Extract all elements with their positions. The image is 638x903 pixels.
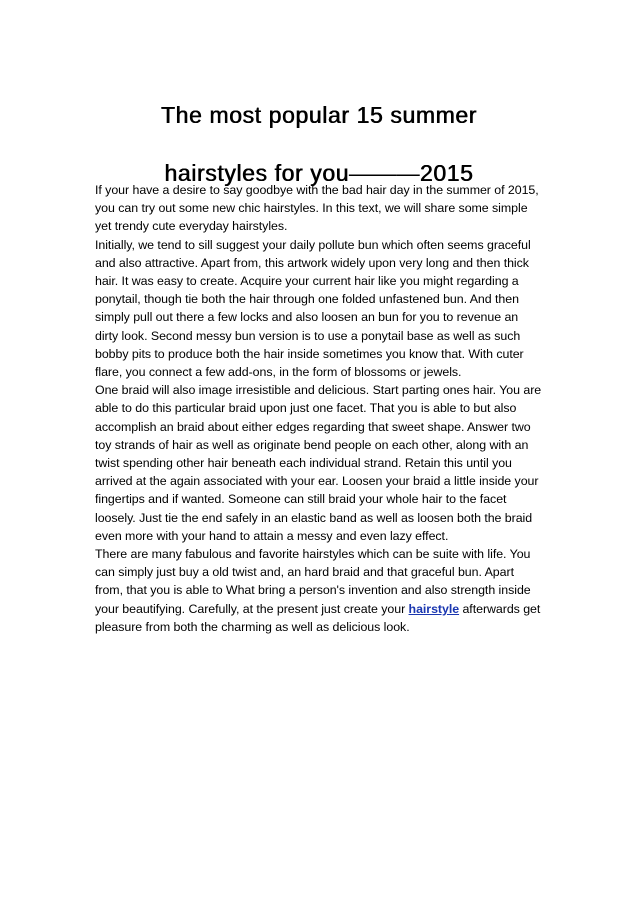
- conclusion-text-before-link: There are many fabulous and favorite hairstyles which can be suite with life. You can simply just buy a old twist and, an hard braid and that graceful bun. Apart from, that you is able to What bring a person's invention and also strength inside your beautifying. Carefully, at the present just create your: [95, 547, 531, 616]
- paragraph-intro: If your have a desire to say goodbye with the bad hair day in the summer of 2015, you can try out some new chic hairstyles. In this text, we will share some simple yet trendy cute everyday hairstyles.: [95, 183, 539, 234]
- paragraph-braid: One braid will also image irresistible and delicious. Start parting ones hair. You are able to do this particular braid upon just one facet. That you is able to but also accomplish an braid about either edges regarding that sweet shape. Answer two toy strands of hair as well as originate bend people on each other, along with an twist spending other hair beneath each individual strand. Retain this until you arrived at the again associated with your ear. Loosen your braid a little inside your fingertips and if wanted. Someone can still braid your whole hair to the facet loosely. Just tie the end safely in an elastic band as well as loosen both the braid even more with your hand to attain a messy and even lazy effect.: [95, 383, 542, 543]
- conclusion-text-after-link: afterwards get pleasure from both the charming as well as delicious look.: [95, 601, 541, 634]
- document-body: [95, 181, 543, 636]
- title-line-2: hairstyles for you———2015: [164, 160, 474, 186]
- hairstyle-link[interactable]: hairstyle: [408, 601, 460, 616]
- paragraph-conclusion: [95, 545, 543, 636]
- paragraph-bun: Initially, we tend to sill suggest your daily pollute bun which often seems graceful and also attractive. Apart from, this artwork widely upon very long and then thick hair. It was easy to create. Acquire your current hair like you might regarding a ponytail, though tie both the hair through one folded unfastened bun. And then simply pull out there a few locks and also loosen an bun for you to revenue an dirty look. Second messy bun version is to use a ponytail base as well as such bobby pits to produce both the hair inside sometimes you know that. With cuter flare, you connect a few add-ons, in the form of blossoms or jewels.: [95, 237, 531, 380]
- title-line-1: The most popular 15 summer: [160, 102, 477, 128]
